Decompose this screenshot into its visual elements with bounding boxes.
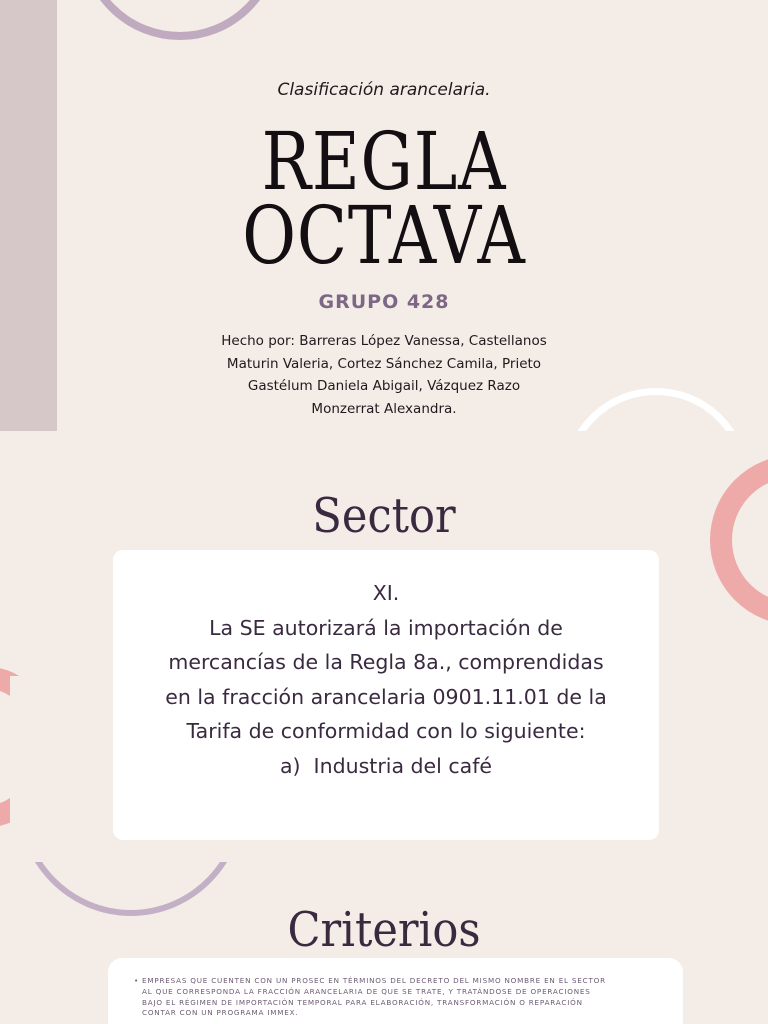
sector-line: en la fracción arancelaria 0901.11.01 de la [165,684,607,709]
sector-line: mercancías de la Regla 8a., comprendidas [168,650,604,674]
decorative-side-bar [0,0,57,431]
sector-card [113,550,659,840]
sector-text [113,576,659,783]
criteria-item-text: EMPRESAS QUE CUENTEN CON UN PROSEC EN TÉRMINOS DEL DECRETO DEL MISMO NOMBRE EN EL SECTOR AL QUE CORRESPONDA LA FRACCIÓN ARANCELARIA DE QUE SE TRATE, Y TRATÁNDOSE DE OPERACIONES BAJO EL RÉGIMEN DE IMPORTACIÓN TEMPORAL PARA ELABORACIÓN, TRANSFORMACIÓN O REPARACIÓN CONTAR CON UN PROGRAMA IMMEX. [142,976,606,1018]
sector-line: Tarifa de conformidad con lo siguiente: [186,719,586,743]
cover-title-line-1: REGLA [261,115,507,208]
criteria-heading: Criterios [287,902,481,958]
sector-heading: Sector [312,488,456,544]
criteria-list-item [134,976,612,1019]
cover-title-line-2: OCTAVA [242,189,526,282]
criteria-card [108,958,683,1024]
decorative-ring-white [563,388,749,431]
cover-section [0,0,768,431]
bullet-icon: • [134,976,140,985]
sector-line: La SE autorizará la importación de [209,615,563,640]
authors-text: Hecho por: Barreras López Vanessa, Castellanos Maturin Valeria, Cortez Sánchez Camila, Prieto Gastélum Daniela Abigail, Vázquez Razo Monzerrat Alexandra. [221,333,547,417]
sector-line: XI. [372,581,400,605]
decorative-ring-top [80,0,280,40]
sector-line: a) Industria del café [279,753,493,778]
group-label: GRUPO 428 [318,291,450,313]
cover-subtitle: Clasificación arancelaria. [277,80,491,100]
